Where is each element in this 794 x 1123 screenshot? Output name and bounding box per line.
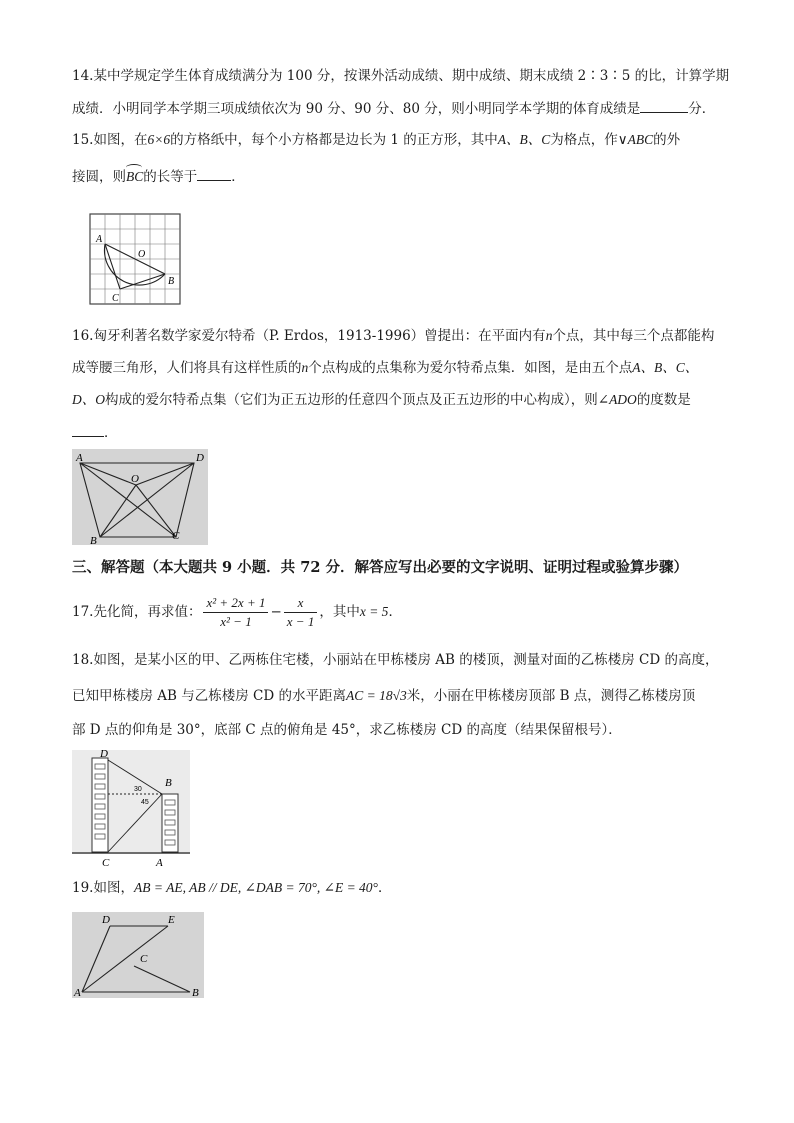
q18-line3: 部 D 点的仰角是 30°，底部 C 点的俯角是 45°，求乙栋楼房 CD 的高度（结果保留根号）．	[72, 722, 622, 738]
q15-line1: 15.如图，在6×6的方格纸中，每个小方格都是边长为 1 的正方形，其中A、B、C为格点，作∨ABC的外	[72, 132, 681, 148]
angle-45-label: 45	[141, 799, 149, 806]
label-c: C	[102, 857, 110, 868]
label-b: B	[90, 535, 97, 545]
label-d: D	[102, 914, 110, 926]
building-ab	[162, 794, 178, 852]
label-o: O	[138, 249, 146, 260]
section3-heading: 三、解答题（本大题共 9 小题．共 72 分．解答应写出必要的文字说明、证明过程或验算步骤）	[72, 559, 688, 576]
label-b: B	[192, 987, 199, 998]
label-c: C	[112, 293, 119, 304]
label-e: E	[168, 914, 175, 926]
label-a: A	[76, 452, 83, 464]
q17-line: 17.先化简，再求值： $\frac{\text{x² + 2x + 1}}{\text{x² − 1}}$ − $\frac{x}{x - 1}$ ，其中x = 5．	[72, 595, 402, 629]
answer-blank	[640, 98, 688, 113]
fraction-1: $\frac{\text{x² + 2x + 1}}{\text{x² − 1}}$	[203, 594, 268, 631]
label-c: C	[172, 530, 180, 542]
label-b: B	[168, 276, 175, 287]
q19-line1: 19.如图，AB = AE, AB // DE, ∠DAB = 70°, ∠E = 40°．	[72, 880, 392, 896]
angle-30-label: 30	[134, 786, 142, 793]
q18-line2: 已知甲栋楼房 AB 与乙栋楼房 CD 的水平距离AC = 18√3米，小丽在甲栋楼房顶部 B 点，测得乙栋楼房顶	[72, 688, 696, 704]
building-cd	[92, 758, 108, 852]
q19-figure	[72, 912, 204, 998]
q14-line1: 14.某中学规定学生体育成绩满分为 100 分，按课外活动成绩、期中成绩、期末成绩 2∶3∶5 的比，计算学期	[72, 68, 730, 84]
q16-pentagon-figure	[72, 449, 208, 545]
q14-line2: 成绩．小明同学本学期三项成绩依次为 90 分、90 分、80 分，则小明同学本学期的体育成绩是 分．	[72, 98, 715, 119]
arc-bc: BC	[126, 167, 143, 187]
answer-blank	[197, 166, 231, 181]
q16-line3: D、O构成的爱尔特希点集（它们为正五边形的任意四个顶点及正五边形的中心构成），则∠ADO的度数是	[72, 392, 691, 408]
q15-grid-figure	[88, 212, 184, 308]
label-b: B	[165, 777, 172, 789]
fraction-2: $\frac{x}{x - 1}$	[284, 594, 318, 631]
label-a: A	[74, 987, 81, 998]
q18-line1: 18.如图，是某小区的甲、乙两栋住宅楼，小丽站在甲栋楼房 AB 的楼顶，测量对面的乙栋楼房 CD 的高度，	[72, 652, 719, 668]
label-o: O	[131, 473, 139, 485]
q15-line2: 接圆，则BC的长等于 ．	[72, 166, 245, 187]
label-a: A	[156, 857, 163, 868]
q16-line1: 16.匈牙利著名数学家爱尔特希（P. Erdos，1913-1996）曾提出：在平面内有n个点，其中每三个点都能构	[72, 328, 715, 344]
label-c: C	[140, 953, 148, 965]
q16-line4: ．	[72, 422, 118, 443]
q18-buildings-figure	[72, 750, 190, 868]
label-a: A	[96, 234, 103, 245]
label-d: D	[196, 452, 204, 464]
label-d: D	[100, 750, 108, 760]
answer-blank	[72, 422, 104, 437]
q16-line2: 成等腰三角形，人们将具有这样性质的n个点构成的点集称为爱尔特希点集．如图，是由五个点A、B、C、	[72, 360, 699, 376]
